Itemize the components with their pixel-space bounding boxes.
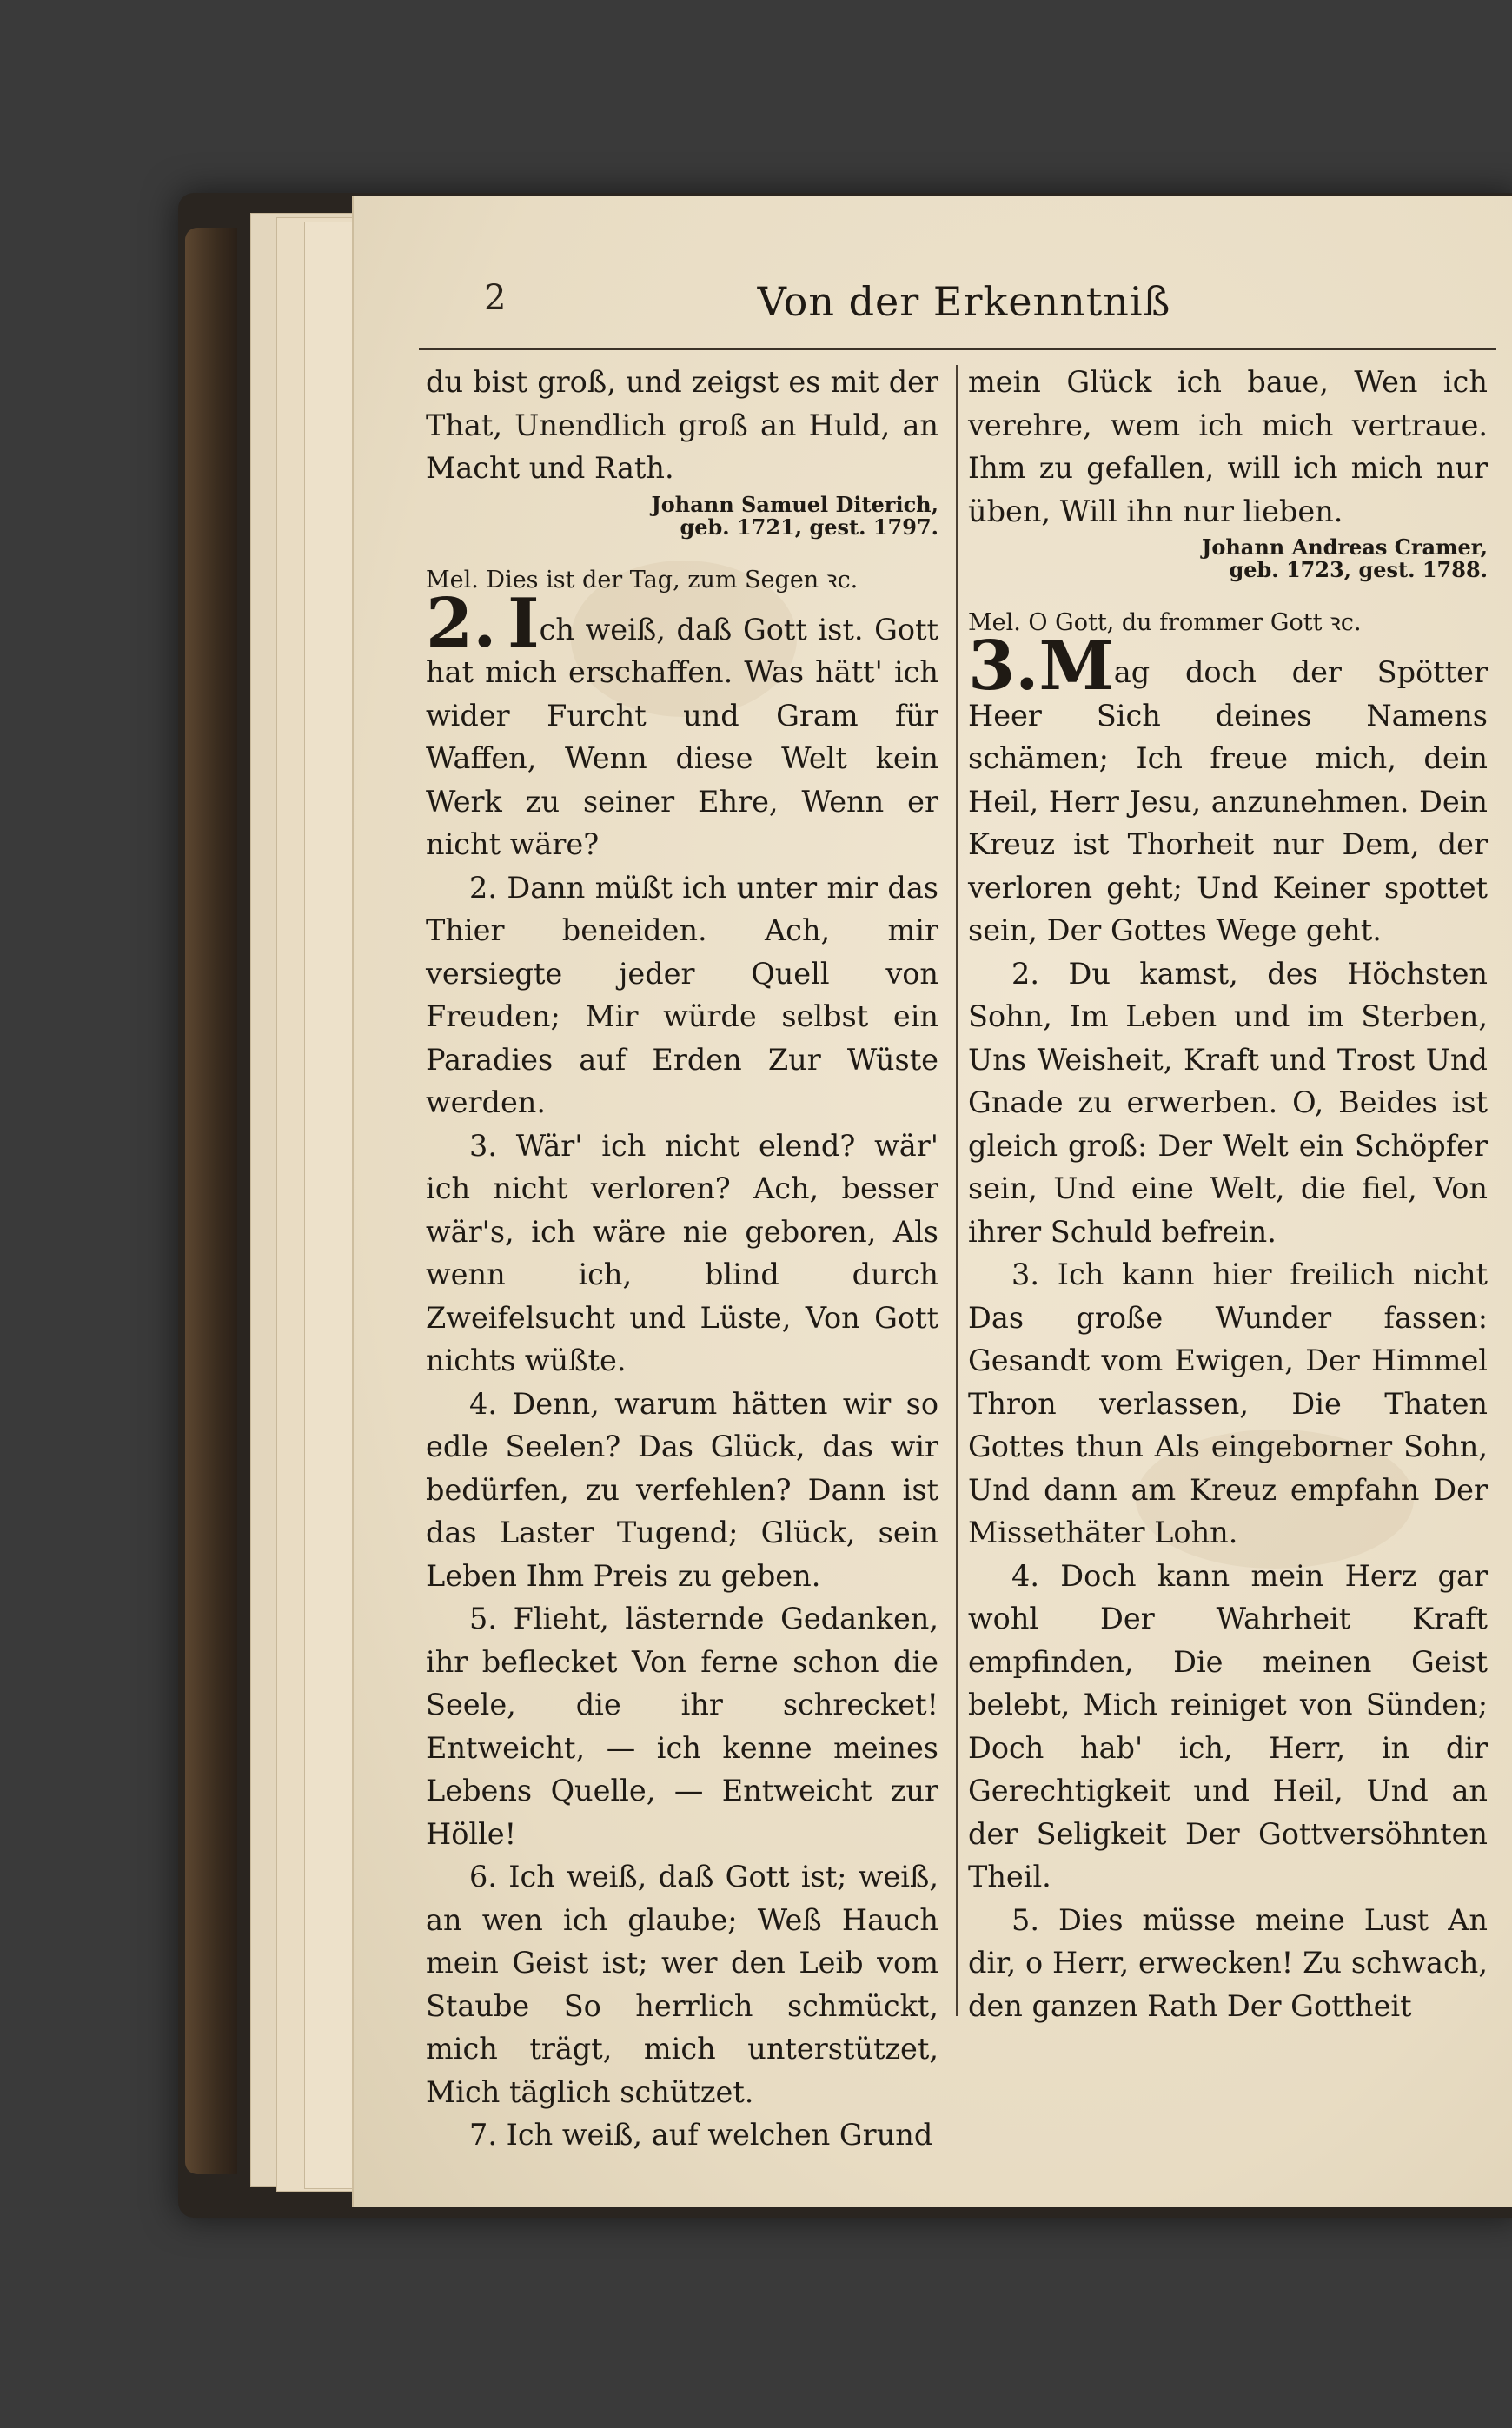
verse-text: ag doch der Spötter Heer Sich deines Namens schämen; Ich freue mich, dein Heil, Herr Jesu, anzunehmen. Dein Kreuz ist Thorheit nur Dem, der verloren geht; Und Keiner spottet sein, Der Gottes Wege geht.: [968, 655, 1488, 947]
hymn-verse: 5. Flieht, lästernde Gedanken, ihr beflecket Von ferne schon die Seele, die ihr schrecket! Entweicht, — ich kenne meines Lebens Quelle, — Entweicht zur Hölle!: [426, 1602, 938, 1851]
hymn-number: 2.: [426, 583, 497, 663]
hymn-number: 3.: [968, 627, 1039, 706]
running-header: [414, 278, 1512, 339]
hymn-verse-1: [968, 627, 1488, 952]
left-column: [426, 361, 938, 2157]
hymn-verse: 2. Dann müßt ich unter mir das Thier beneiden. Ach, mir versiegte jeder Quell von Freuden; Mir würde selbst ein Paradies auf Erden Zur Wüste werden.: [426, 870, 938, 1119]
author-dates: geb. 1721, gest. 1797.: [680, 514, 938, 540]
melody-line: Mel. Dies ist der Tag, zum Segen ꝛc.: [426, 566, 859, 594]
continued-text: mein Glück ich baue, Wen ich verehre, wem ich mich vertraue. Ihm zu gefallen, will ich mich nur üben, Will ihn nur lieben.: [968, 365, 1488, 528]
author-name: Johann Samuel Diterich,: [651, 491, 938, 517]
right-column: [968, 361, 1488, 2027]
drop-initial: M: [1038, 627, 1114, 706]
header-rule: [419, 348, 1496, 350]
column-divider: [956, 365, 958, 2016]
hymn-verse-1: [426, 583, 938, 866]
verse-text: ch weiß, daß Gott ist. Gott hat mich erschaffen. Was hätt' ich wider Furcht und Gram für Waffen, Wenn diese Welt kein Werk zu seiner Ehre, Wenn er nicht wäre?: [426, 612, 938, 861]
author-name: Johann Andreas Cramer,: [1201, 534, 1488, 560]
hymn-author: [426, 491, 938, 540]
melody-line: Mel. O Gott, du frommer Gott ꝛc.: [968, 609, 1362, 636]
hymn-verse: 4. Denn, warum hätten wir so edle Seelen? Das Glück, das wir bedürfen, zu verfehlen? Dann ist das Laster Tugend; Glück, sein Leben Ihm Preis zu geben.: [426, 1386, 938, 1593]
hymn-verse: 6. Ich weiß, daß Gott ist; weiß, an wen ich glaube; Weß Hauch mein Geist ist; wer den Leib vom Staube So herrlich schmückt, mich trägt, mich unterstützet, Mich täglich schützet.: [426, 1860, 938, 2109]
hymn-verse: 2. Du kamst, des Höchsten Sohn, Im Leben und im Sterben, Uns Weisheit, Kraft und Trost Und Gnade zu erwerben. O, Beides ist gleich groß: Der Welt ein Schöpfer sein, Und eine Welt, die fiel, Von ihrer Schuld befrein.: [968, 956, 1488, 1249]
continued-text: du bist groß, und zeigst es mit der That, Unendlich groß an Huld, an Macht und Rath.: [426, 365, 938, 485]
author-dates: geb. 1723, gest. 1788.: [1229, 557, 1488, 582]
hymn-verse: 4. Doch kann mein Herz gar wohl Der Wahrheit Kraft empfinden, Die meinen Geist belebt, Mich reiniget von Sünden; Doch hab' ich, Herr, in dir Gerechtigkeit und Heil, Und an der Seligkeit Der Gottversöhnten Theil.: [968, 1558, 1488, 1894]
page-number: 2: [484, 278, 507, 318]
hymn-author: [968, 536, 1488, 581]
book-page: [352, 196, 1512, 2207]
drop-initial: I: [507, 583, 540, 663]
page-title: Von der Erkenntniß: [757, 278, 1171, 325]
hymn-verse: 7. Ich weiß, auf welchen Grund: [469, 2118, 933, 2152]
hymn-verse: 3. Ich kann hier freilich nicht Das große Wunder fassen: Gesandt vom Ewigen, Der Himmel Thron verlassen, Die Thaten Gottes thun Als eingeborner Sohn, Und dann am Kreuz empfahn Der Missethäter Lohn.: [968, 1257, 1488, 1549]
hymn-verse: 5. Dies müsse meine Lust An dir, o Herr, erwecken! Zu schwach, den ganzen Rath Der Gottheit: [968, 1902, 1488, 2023]
hymn-verse: 3. Wär' ich nicht elend? wär' ich nicht verloren? Ach, besser wär's, ich wäre nie geboren, Als wenn ich, blind durch Zweifelsucht und Lüste, Von Gott nichts wüßte.: [426, 1128, 938, 1377]
